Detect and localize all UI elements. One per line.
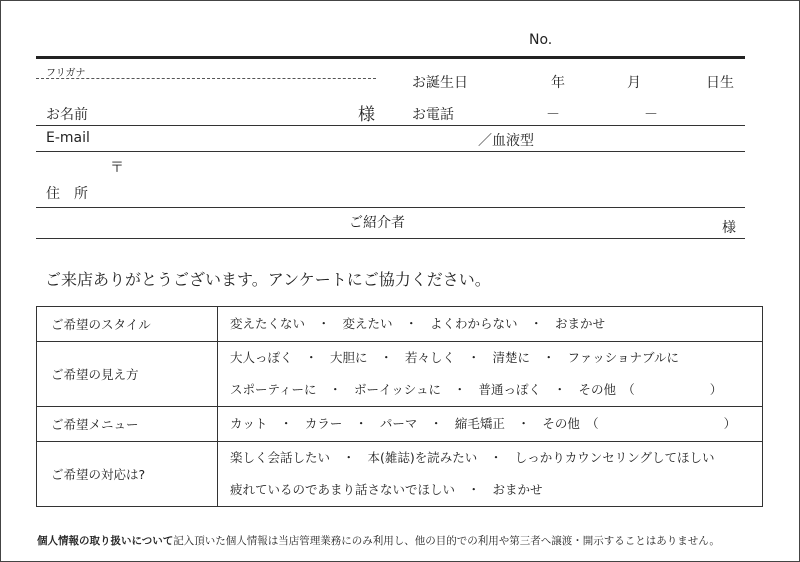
birthday-label: お誕生日 [412, 75, 468, 91]
row-label-look: ご希望の見え方 [37, 342, 218, 407]
table-row [37, 442, 763, 507]
postal-mark: 〒 [110, 160, 124, 176]
phone-separator-1: － [546, 107, 560, 123]
row-options-menu [218, 407, 763, 442]
option-line: 疲れているのであまり話さないでほしい ・ おまかせ [230, 482, 543, 497]
month-label: 月 [627, 75, 641, 91]
furigana-label: フリガナ [46, 68, 86, 79]
day-label: 日生 [706, 75, 734, 91]
option-line: スポーティーに ・ ボーイッシュに ・ 普通っぽく ・ その他 （ ） [230, 382, 723, 397]
option-line: カット ・ カラー ・ パーマ ・ 縮毛矯正 ・ その他 （ ） [230, 416, 737, 431]
referrer-suffix: 様 [722, 220, 736, 236]
phone-label: お電話 [412, 107, 454, 123]
year-label: 年 [551, 75, 565, 91]
table-row [37, 342, 763, 407]
row-options-style [218, 307, 763, 342]
table-row [37, 307, 763, 342]
option-line: 楽しく会話したい ・ 本(雑誌)を読みたい ・ しっかりカウンセリングしてほしい [230, 450, 715, 465]
number-label: No. [529, 32, 553, 48]
option-line: 大人っぽく ・ 大胆に ・ 若々しく ・ 清楚に ・ ファッショナブルに [230, 350, 680, 365]
top-rule [36, 56, 745, 59]
privacy-title: 個人情報の取り扱いについて [37, 535, 174, 547]
privacy-text: 記入頂いた個人情報は当店管理業務にのみ利用し、他の目的での利用や第三者へ譲渡・開示することはありません。 [173, 535, 720, 547]
row-label-service: ご希望の対応は? [37, 442, 218, 507]
table-row [37, 407, 763, 442]
row-label-style: ご希望のスタイル [37, 307, 218, 342]
name-suffix: 様 [358, 105, 375, 125]
row-options-look [218, 342, 763, 407]
blood-type-label: ／血液型 [478, 133, 534, 149]
survey-table [36, 306, 763, 507]
row-options-service [218, 442, 763, 507]
phone-separator-2: － [644, 107, 658, 123]
privacy-notice [37, 533, 720, 548]
row-label-menu: ご希望メニュー [37, 407, 218, 442]
rule-name [36, 125, 745, 126]
rule-address [36, 207, 745, 208]
rule-email [36, 151, 745, 152]
survey-heading: ご来店ありがとうございます。アンケートにご協力ください。 [45, 270, 491, 289]
referrer-label: ご紹介者 [349, 215, 405, 231]
email-label: E-mail [46, 130, 90, 146]
address-label: 住 所 [46, 186, 88, 202]
furigana-dashed-line [36, 78, 376, 79]
rule-referrer [36, 238, 745, 239]
name-label: お名前 [46, 107, 88, 123]
option-line: 変えたくない ・ 変えたい ・ よくわからない ・ おまかせ [230, 316, 606, 331]
